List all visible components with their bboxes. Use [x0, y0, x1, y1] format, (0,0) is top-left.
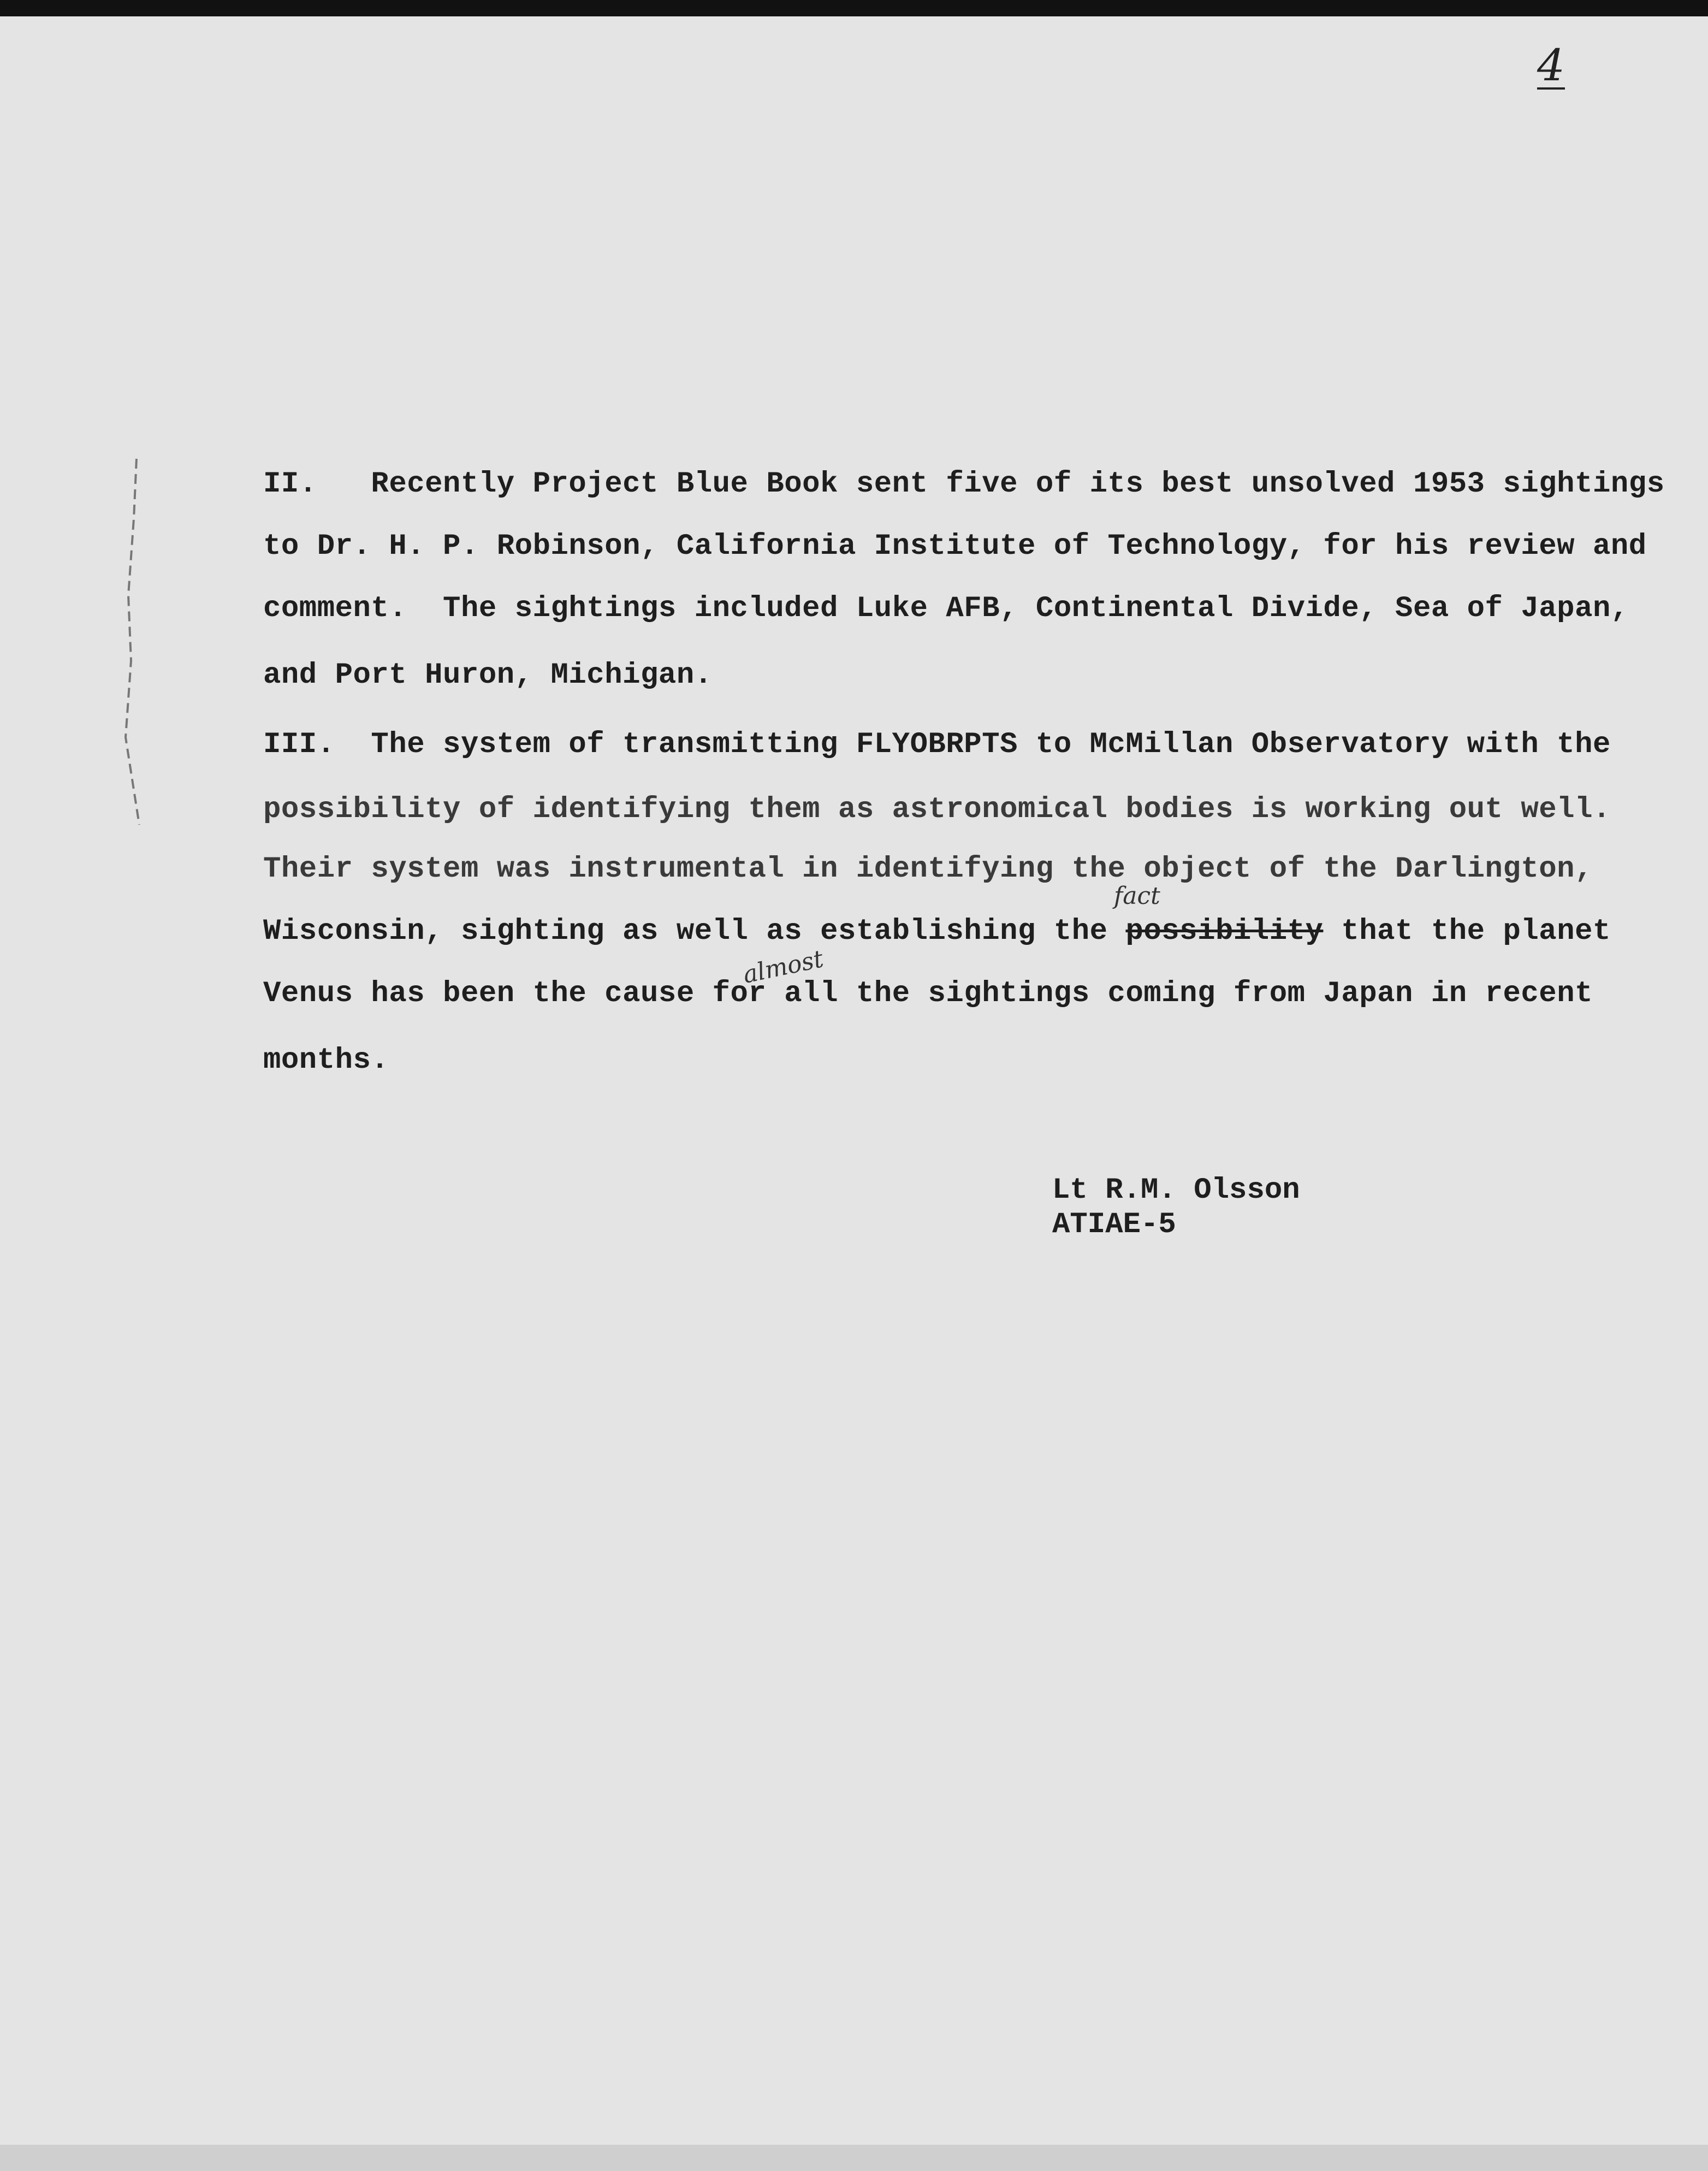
para3-line-6: months. — [263, 1044, 389, 1077]
para2-line-3: comment. The sightings included Luke AFB, Continental Divide, Sea of Japan, — [263, 592, 1629, 625]
para3-line-4 — [263, 915, 1611, 948]
para2-line-1: II. Recently Project Blue Book sent five of its best unsolved 1953 sightings — [263, 468, 1665, 501]
para3-line-5 — [263, 978, 1593, 1010]
page-number: 4 — [1537, 40, 1565, 91]
signature-name: Lt R.M. Olsson — [1052, 1174, 1300, 1207]
signature-office: ATIAE-5 — [1052, 1208, 1176, 1241]
scan-bottom-border — [0, 2145, 1708, 2171]
struck-word: possibility — [1125, 915, 1324, 948]
scan-top-border — [0, 0, 1708, 16]
para3-line-1: III. The system of transmitting FLYOBRPTS to McMillan Observatory with the — [263, 728, 1611, 761]
margin-pencil-mark — [98, 453, 147, 836]
text-segment: Wisconsin, sighting as well as establishing the — [263, 915, 1126, 948]
text-segment: all the sightings coming from Japan in recent — [766, 977, 1593, 1010]
handwritten-insert-almost: almost — [740, 945, 826, 989]
text-segment: Venus has been the cause for — [263, 977, 767, 1010]
para3-line-2: possibility of identifying them as astronomical bodies is working out well. — [263, 793, 1611, 826]
para2-line-4: and Port Huron, Michigan. — [263, 659, 713, 692]
para3-line-3: Their system was instrumental in identifying the object of the Darlington, — [263, 853, 1593, 886]
handwritten-insert-fact: fact — [1114, 882, 1160, 910]
para2-line-2: to Dr. H. P. Robinson, California Institute of Technology, for his review and — [263, 530, 1647, 563]
text-segment: that the planet — [1323, 915, 1611, 948]
